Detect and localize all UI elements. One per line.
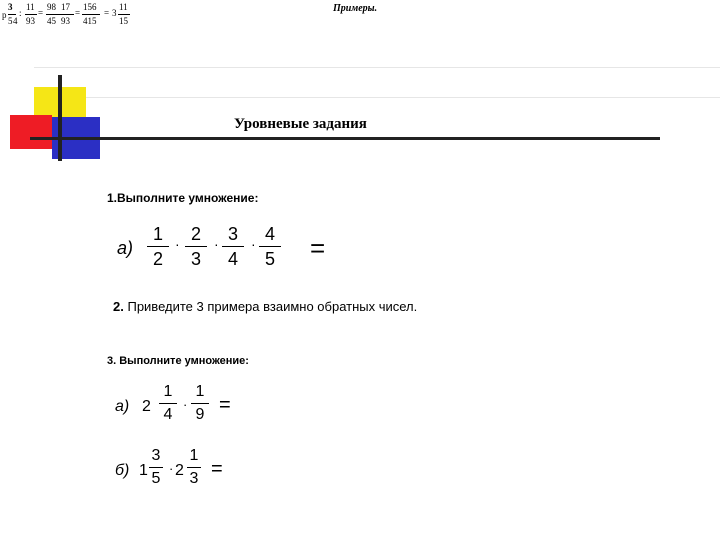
formula-bar-1 (8, 14, 16, 15)
task1-title (107, 191, 258, 205)
formula-den-4: 4 (13, 16, 18, 26)
formula-den-5: 5 (8, 16, 13, 26)
task2-number: 2. (113, 299, 124, 314)
formula-bar-4 (82, 14, 100, 15)
formula-bar-5 (118, 14, 130, 15)
formula-eq-2: = (75, 8, 81, 18)
multiply-dot: · (251, 236, 256, 252)
fraction-bar (259, 246, 281, 247)
multiply-dot: · (214, 236, 219, 252)
task3a-fraction-1 (159, 384, 177, 423)
task3b-fraction-1 (149, 448, 163, 487)
fraction-numerator: 4 (264, 224, 275, 244)
fraction-denominator: 2 (152, 249, 163, 269)
multiply-dot: · (169, 461, 174, 476)
formula-den-93: 93 (26, 16, 35, 26)
fraction-numerator: 2 (190, 224, 201, 244)
task3a-expression (107, 384, 267, 434)
task3b-expression (107, 448, 267, 498)
task1-fraction-2 (185, 225, 207, 268)
fraction-bar (222, 246, 244, 247)
fraction-numerator: 3 (227, 224, 238, 244)
task3a-label: a) (115, 398, 130, 415)
formula-num-156: 156 (83, 2, 97, 12)
formula-colon: : (19, 8, 22, 18)
fraction-numerator: 1 (189, 447, 199, 464)
multiply-dot: · (175, 236, 180, 252)
fraction-bar (159, 403, 177, 404)
task2 (113, 299, 417, 314)
task3b-whole-2: 2 (175, 462, 184, 479)
task3-title-text: 3. Выполните умножение: (107, 355, 249, 367)
fraction-bar (191, 403, 209, 404)
formula-num-3: 3 (8, 2, 13, 12)
fraction-denominator: 9 (195, 406, 205, 423)
task1-title-text: 1.Выполните умножение: (107, 191, 259, 205)
fraction-denominator: 4 (163, 406, 173, 423)
formula-eq-3: = (104, 8, 110, 18)
formula-num-98: 98 (47, 2, 56, 12)
header-rule (30, 137, 660, 140)
fraction-bar (149, 467, 163, 468)
fraction-denominator: 5 (151, 470, 161, 487)
task3a-whole: 2 (142, 398, 151, 415)
fraction-denominator: 3 (189, 470, 199, 487)
fraction-numerator: 3 (151, 447, 161, 464)
task2-text: Приведите 3 примера взаимно обратных чисел. (127, 299, 418, 314)
vertical-bar (58, 75, 62, 161)
task1-fraction-4 (259, 225, 281, 268)
fraction-numerator: 1 (163, 383, 173, 400)
fraction-bar (187, 467, 201, 468)
task1-expression (107, 225, 367, 285)
fraction-denominator: 5 (264, 249, 275, 269)
section-heading: Уровневые задания (234, 116, 367, 132)
formula-den-415: 415 (83, 16, 97, 26)
fraction-numerator: 1 (152, 224, 163, 244)
formula-num-11b: 11 (119, 2, 128, 12)
decorative-squares (8, 75, 108, 165)
formula-den-93b: 93 (61, 16, 70, 26)
task3-title (107, 355, 249, 367)
fraction-numerator: 1 (195, 383, 205, 400)
multiply-dot: · (183, 397, 188, 412)
equals-sign: = (219, 394, 231, 416)
task3b-fraction-2 (187, 448, 201, 487)
formula-num-11: 11 (26, 2, 35, 12)
formula-p: p (2, 10, 7, 20)
formula-whole-3: 3 (112, 8, 117, 18)
formula-eq-1: = (38, 8, 44, 18)
formula-den-45: 45 (47, 16, 56, 26)
equals-sign: = (211, 458, 223, 480)
fraction-denominator: 4 (227, 249, 238, 269)
task3b-whole-1: 1 (139, 462, 148, 479)
task1-label: a) (117, 238, 134, 258)
red-square (10, 115, 52, 149)
fraction-bar (185, 246, 207, 247)
page-title: Примеры. (333, 3, 378, 14)
task3a-fraction-2 (191, 384, 209, 423)
formula-den-15: 15 (119, 16, 128, 26)
fraction-bar (147, 246, 169, 247)
task1-fraction-3 (222, 225, 244, 268)
divider-1 (34, 67, 720, 68)
formula-num-17: 17 (61, 2, 70, 12)
top-formula (2, 2, 142, 34)
formula-bar-2 (25, 14, 37, 15)
fraction-denominator: 3 (190, 249, 201, 269)
task3b-label: б) (115, 462, 130, 479)
equals-sign: = (310, 233, 326, 263)
formula-bar-3 (46, 14, 74, 15)
task1-fraction-1 (147, 225, 169, 268)
divider-2 (34, 97, 720, 98)
